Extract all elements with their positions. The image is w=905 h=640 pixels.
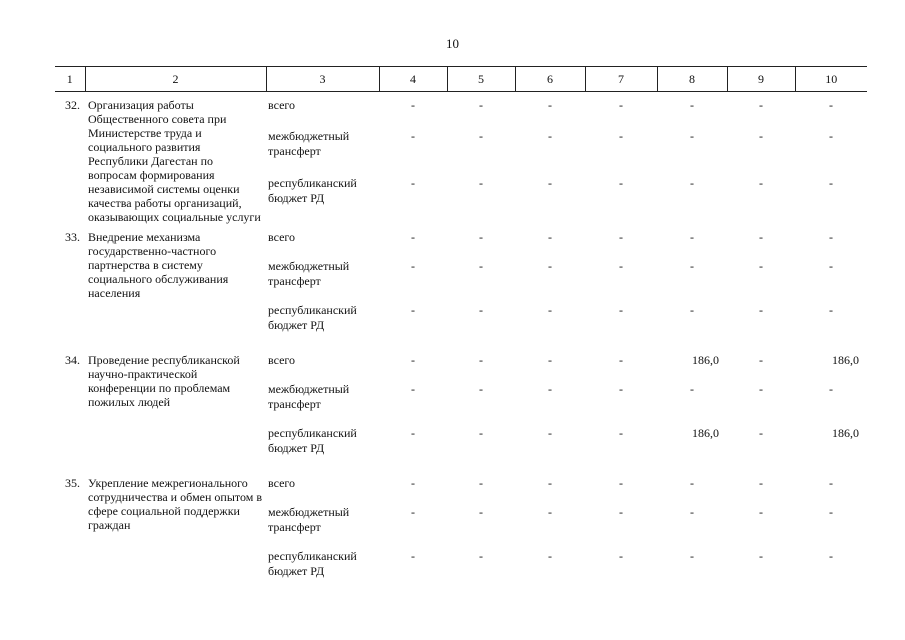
amount-cell: - <box>829 129 833 144</box>
amount-cell: - <box>548 176 552 191</box>
amount-cell: - <box>548 549 552 563</box>
amount-cell: - <box>411 129 415 144</box>
amount-cell: - <box>690 549 694 563</box>
amount-cell: - <box>759 129 763 144</box>
amount-cell: - <box>411 382 415 396</box>
amount-cell: - <box>619 230 623 244</box>
amount-cell: - <box>619 353 623 367</box>
amount-cell: 186,0 <box>692 353 719 367</box>
funding-source: республиканский бюджет РД <box>268 176 357 206</box>
funding-source: республиканский бюджет РД <box>268 303 357 332</box>
amount-cell: - <box>548 230 552 244</box>
amount-cell: - <box>619 505 623 519</box>
column-header: 8 <box>657 67 727 92</box>
amount-cell: - <box>548 505 552 519</box>
amount-cell: - <box>619 549 623 563</box>
column-header: 10 <box>795 67 867 92</box>
amount-cell: - <box>759 303 763 317</box>
funding-source: межбюджетный трансферт <box>268 505 350 534</box>
activity-name: Укрепление межрегионального сотрудничества и обмен опытом в сфере социальной поддержки граждан <box>88 476 263 532</box>
funding-source: всего <box>268 230 296 244</box>
amount-cell: - <box>759 382 763 396</box>
column-header: 4 <box>379 67 447 92</box>
amount-cell: - <box>479 176 483 191</box>
amount-cell: - <box>829 230 833 244</box>
amount-cell: - <box>690 382 694 396</box>
funding-source: межбюджетный трансферт <box>268 129 350 159</box>
activity-name: Организация работы Общественного совета при Министерстве труда и социального развития Республики Дагестан по вопросам формирования независимой системы оценки качества работы организаций, оказывающих социальные услуги <box>88 98 261 224</box>
amount-cell: - <box>829 476 833 490</box>
amount-cell: - <box>479 505 483 519</box>
amount-cell: - <box>759 353 763 367</box>
amount-cell: - <box>479 549 483 563</box>
amount-cell: - <box>690 505 694 519</box>
amount-cell: - <box>690 129 694 144</box>
activity-name: Проведение республиканской научно-практической конференции по проблемам пожилых людей <box>88 353 240 409</box>
funding-source: межбюджетный трансферт <box>268 259 350 288</box>
amount-cell: - <box>619 476 623 490</box>
amount-cell: - <box>690 176 694 191</box>
funding-source: всего <box>268 353 296 367</box>
amount-cell: - <box>619 303 623 317</box>
amount-cell: - <box>619 426 623 440</box>
row-number: 35. <box>65 476 80 490</box>
amount-cell: - <box>759 505 763 519</box>
funding-source: республиканский бюджет РД <box>268 549 357 578</box>
funding-source: всего <box>268 476 296 490</box>
column-header: 2 <box>85 67 266 92</box>
amount-cell: - <box>479 259 483 273</box>
amount-cell: - <box>690 303 694 317</box>
page-number: 10 <box>446 36 459 51</box>
amount-cell: - <box>548 426 552 440</box>
amount-cell: - <box>759 426 763 440</box>
amount-cell: - <box>411 505 415 519</box>
amount-cell: - <box>619 176 623 191</box>
column-header: 1 <box>55 67 85 92</box>
budget-table <box>55 66 867 593</box>
table-row <box>55 470 867 501</box>
amount-cell: - <box>759 259 763 273</box>
amount-cell: - <box>759 230 763 244</box>
amount-cell: - <box>759 98 763 112</box>
amount-cell: - <box>411 426 415 440</box>
amount-cell: - <box>479 303 483 317</box>
amount-cell: - <box>829 176 833 191</box>
amount-cell: - <box>829 98 833 112</box>
amount-cell: - <box>411 303 415 317</box>
column-header: 3 <box>266 67 379 92</box>
amount-cell: - <box>690 230 694 244</box>
amount-cell: - <box>690 476 694 490</box>
amount-cell: - <box>619 129 623 144</box>
funding-source: всего <box>268 98 296 112</box>
amount-cell: - <box>829 549 833 563</box>
amount-cell: - <box>479 98 483 112</box>
table-body <box>55 92 867 594</box>
table-row <box>55 347 867 378</box>
column-header: 9 <box>727 67 795 92</box>
column-header-row <box>55 67 867 92</box>
amount-cell: - <box>829 382 833 396</box>
row-number: 34. <box>65 353 80 367</box>
amount-cell: - <box>411 98 415 112</box>
amount-cell: - <box>548 259 552 273</box>
amount-cell: - <box>479 426 483 440</box>
amount-cell: - <box>759 176 763 191</box>
amount-cell: - <box>829 303 833 317</box>
funding-source: республиканский бюджет РД <box>268 426 357 455</box>
activity-name: Внедрение механизма государственно-частного партнерства в систему социального обслуживания населения <box>88 230 229 300</box>
amount-cell: - <box>829 259 833 273</box>
row-number: 32. <box>65 98 80 112</box>
column-header: 5 <box>447 67 515 92</box>
table-row <box>55 92 867 126</box>
column-header: 7 <box>585 67 657 92</box>
amount-cell: - <box>759 549 763 563</box>
table-row <box>55 224 867 255</box>
amount-cell: - <box>548 476 552 490</box>
amount-cell: - <box>411 176 415 191</box>
amount-cell: - <box>479 476 483 490</box>
amount-cell: 186,0 <box>832 353 859 367</box>
amount-cell: - <box>411 549 415 563</box>
amount-cell: - <box>619 259 623 273</box>
amount-cell: - <box>411 353 415 367</box>
amount-cell: - <box>479 129 483 144</box>
amount-cell: - <box>690 259 694 273</box>
amount-cell: - <box>619 98 623 112</box>
amount-cell: - <box>479 382 483 396</box>
amount-cell: - <box>479 353 483 367</box>
amount-cell: - <box>548 129 552 144</box>
amount-cell: - <box>479 230 483 244</box>
amount-cell: - <box>829 505 833 519</box>
amount-cell: - <box>548 382 552 396</box>
amount-cell: - <box>411 476 415 490</box>
amount-cell: - <box>690 98 694 112</box>
column-header: 6 <box>515 67 585 92</box>
amount-cell: - <box>411 230 415 244</box>
amount-cell: - <box>548 353 552 367</box>
row-number: 33. <box>65 230 80 244</box>
amount-cell: - <box>548 303 552 317</box>
amount-cell: 186,0 <box>692 426 719 440</box>
funding-source: межбюджетный трансферт <box>268 382 350 411</box>
amount-cell: 186,0 <box>832 426 859 440</box>
amount-cell: - <box>619 382 623 396</box>
amount-cell: - <box>411 259 415 273</box>
amount-cell: - <box>759 476 763 490</box>
amount-cell: - <box>548 98 552 112</box>
